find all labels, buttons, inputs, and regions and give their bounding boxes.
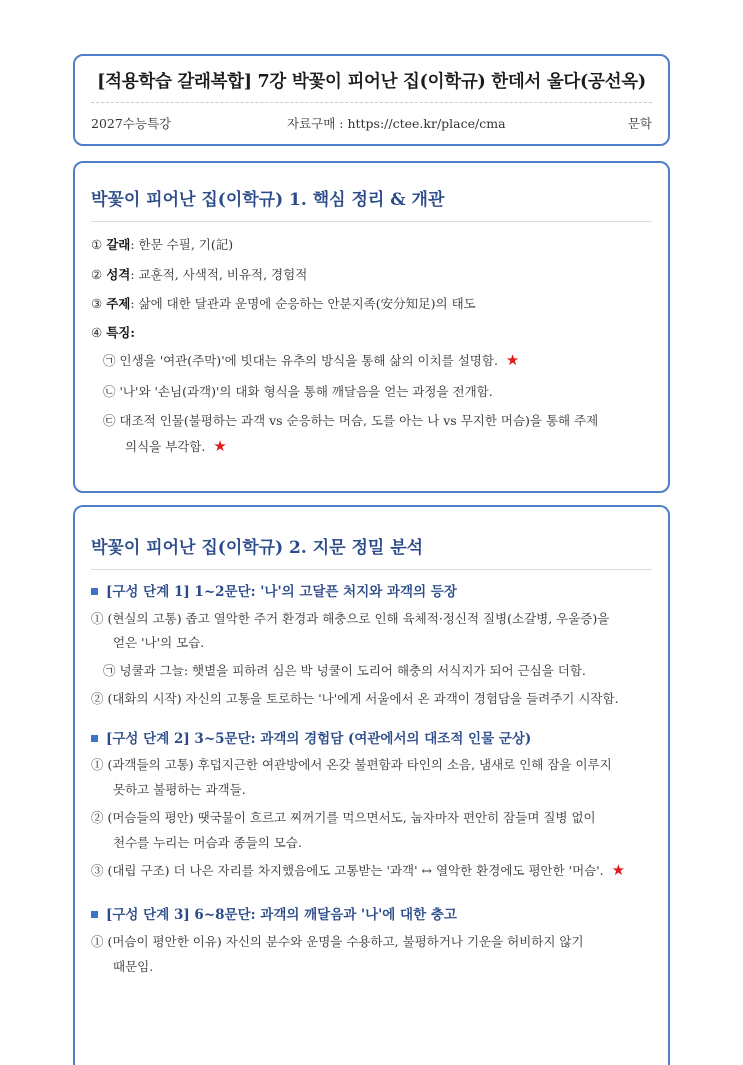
summary-item-features: ④ 특징: (91, 325, 135, 340)
list-item: ② (대화의 시작) 자신의 고통을 토로하는 '나'에게 서울에서 온 과객이 경험담을 들려주기 시작함. (91, 691, 619, 706)
header-divider (91, 102, 652, 103)
star-icon: ★ (213, 437, 227, 455)
list-item: ③ (대립 구조) 더 나은 자리를 차지했음에도 고통받는 '과객' ↔ 열악한 환경에도 평안한 '머슴'. ★ (91, 861, 626, 879)
summary-section (73, 161, 670, 493)
header-box (73, 54, 670, 146)
square-bullet-icon (91, 588, 98, 595)
list-item-continued: 얻은 '나'의 모습. (113, 635, 205, 650)
summary-divider (91, 221, 652, 222)
stage-3-heading: [구성 단계 3] 6~8문단: 과객의 깨달음과 '나'에 대한 충고 (91, 903, 457, 923)
feature-item-continued: 의식을 부각함. ★ (125, 437, 227, 455)
summary-item-genre: ① 갈래: 한문 수필, 기(記) (91, 237, 234, 252)
list-item-continued: 못하고 불평하는 과객들. (113, 782, 246, 797)
square-bullet-icon (91, 735, 98, 742)
analysis-divider (91, 569, 652, 570)
square-bullet-icon (91, 911, 98, 918)
star-icon: ★ (611, 861, 626, 879)
analysis-title: 박꽃이 피어난 집(이학규) 2. 지문 정밀 분석 (91, 538, 424, 558)
list-item: ㉠ 넝쿨과 그늘: 햇볕을 피하려 심은 박 넝쿨이 도리어 해충의 서식지가 되어 근심을 더함. (103, 663, 586, 678)
subject-label: 문학 (627, 116, 652, 131)
star-icon: ★ (505, 351, 520, 369)
purchase-link[interactable]: 자료구매 : https://ctee.kr/place/cma (287, 116, 506, 131)
list-item-continued: 때문임. (113, 959, 154, 974)
feature-item: ㉡ '나'와 '손님(과객)'의 대화 형식을 통해 깨달음을 얻는 과정을 전개함. (103, 384, 493, 399)
feature-item: ㉠ 인생을 '여관(주막)'에 빗대는 유추의 방식을 통해 삶의 이치를 설명함. ★ (103, 351, 520, 369)
summary-title: 박꽃이 피어난 집(이학규) 1. 핵심 정리 & 개관 (91, 190, 445, 210)
course-label: 2027수능특강 (91, 116, 172, 131)
analysis-section (73, 505, 670, 1065)
list-item: ① (현실의 고통) 좁고 열악한 주거 환경과 해충으로 인해 육체적·정신적 질병(소갈병, 우울증)을 (91, 611, 610, 626)
stage-1-heading: [구성 단계 1] 1~2문단: '나'의 고달픈 처지와 과객의 등장 (91, 580, 457, 600)
list-item-continued: 천수를 누리는 머슴과 종들의 모습. (113, 835, 302, 850)
document-title: [적용학습 갈래복합] 7강 박꽃이 피어난 집(이학규) 한데서 울다(공선옥) (97, 72, 646, 92)
list-item: ① (과객들의 고통) 후덥지근한 여관방에서 온갖 불편함과 타인의 소음, 냄새로 인해 잠을 이루지 (91, 757, 612, 772)
list-item: ① (머슴이 평안한 이유) 자신의 분수와 운명을 수용하고, 불평하거나 기운을 허비하지 않기 (91, 934, 584, 949)
summary-item-character: ② 성격: 교훈적, 사색적, 비유적, 경험적 (91, 267, 308, 282)
summary-item-theme: ③ 주제: 삶에 대한 달관과 운명에 순응하는 안분지족(安分知足)의 태도 (91, 296, 476, 311)
stage-2-heading: [구성 단계 2] 3~5문단: 과객의 경험담 (여관에서의 대조적 인물 군상) (91, 727, 531, 747)
feature-item: ㉢ 대조적 인물(불평하는 과객 vs 순응하는 머슴, 도를 아는 나 vs 무지한 머슴)을 통해 주제 (103, 413, 599, 428)
list-item: ② (머슴들의 평안) 땟국물이 흐르고 찌꺼기를 먹으면서도, 눕자마자 편안히 잠들며 질병 없이 (91, 810, 596, 825)
